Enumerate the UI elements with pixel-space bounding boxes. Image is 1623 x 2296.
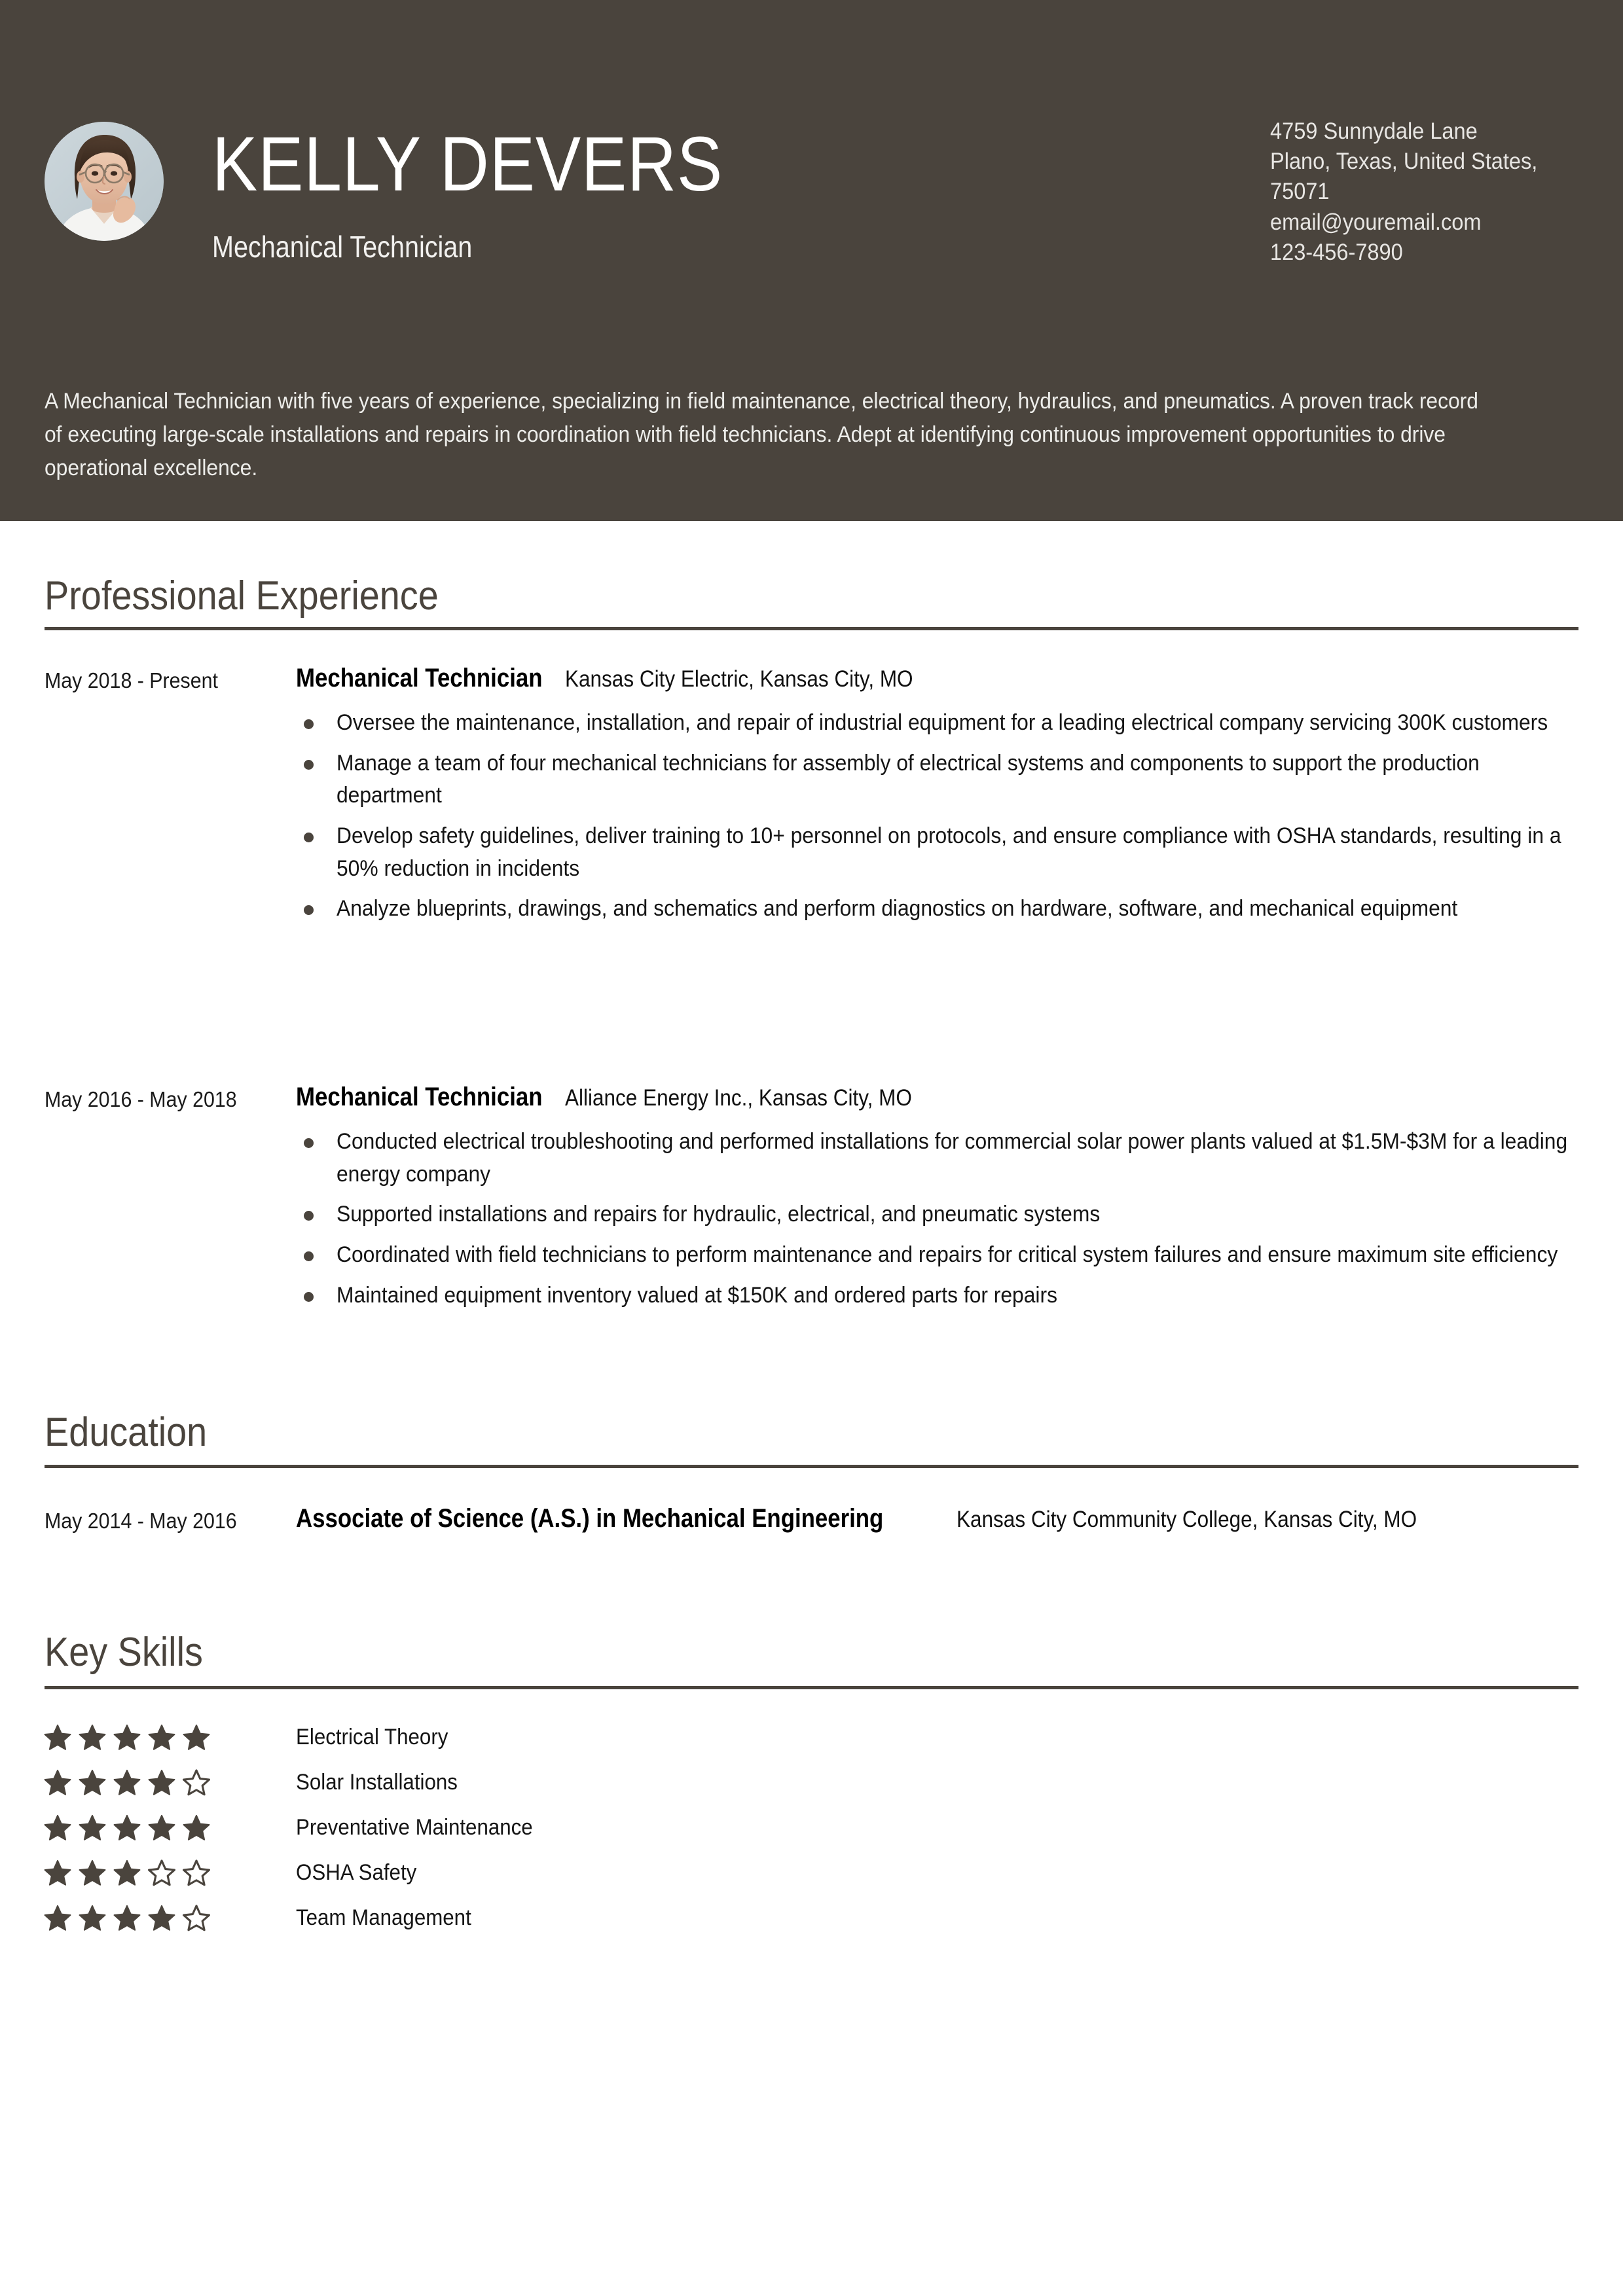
star-filled-icon [113,1814,141,1842]
skill-rating-stars [43,1715,211,1760]
entry-heading [296,1083,1579,1111]
skill-rating-stars [43,1850,211,1895]
skill-row [0,1850,1623,1895]
skill-row [0,1760,1623,1805]
professional-summary: A Mechanical Technician with five years of experience, specializing in field maintenance, electrical theory, hydraulics, and pneumatics. A proven track record of executing large-scale installations and repairs in coordination with field technicians. Adept at identifying continuous improvement opportunities to drive operational excellence. [45,389,1478,480]
bullet-text: Maintained equipment inventory valued at $150K and ordered parts for repairs [337,1282,1057,1308]
entry-bullet-list [296,1126,1579,1312]
entry-organization: Alliance Energy Inc., Kansas City, MO [564,1085,912,1111]
star-empty-icon [182,1768,211,1797]
contact-address-line-1: 4759 Sunnydale Lane [1270,118,1478,144]
section-divider-skills [45,1686,1578,1689]
skill-label: Electrical Theory [296,1725,448,1749]
list-item [296,893,1579,925]
avatar [45,122,164,241]
contact-phone[interactable]: 123-456-7890 [1270,239,1403,265]
list-item [296,707,1579,740]
list-item [296,1239,1579,1272]
skills-list [0,1715,1623,1941]
entry-heading [296,664,1579,692]
entry-body [296,1083,1579,1319]
skill-rating-stars [43,1760,211,1805]
skill-row [0,1805,1623,1850]
job-title-subtitle: Mechanical Technician [212,230,473,264]
star-filled-icon [147,1814,176,1842]
skill-label: Preventative Maintenance [296,1815,533,1840]
star-empty-icon [182,1859,211,1888]
skill-row [0,1895,1623,1941]
star-filled-icon [147,1904,176,1933]
star-filled-icon [43,1814,72,1842]
contact-block [1270,117,1578,268]
list-item [296,1126,1579,1191]
contact-email[interactable]: email@youremail.com [1270,209,1482,235]
entry-institution: Kansas City Community College, Kansas City, MO [957,1507,1417,1532]
bullet-text: Supported installations and repairs for hydraulic, electrical, and pneumatic systems [337,1202,1101,1227]
name-block [212,122,793,262]
star-filled-icon [147,1768,176,1797]
star-filled-icon [78,1904,107,1933]
star-filled-icon [43,1723,72,1752]
bullet-text: Conducted electrical troubleshooting and performed installations for commercial solar power plants valued at $1.5M-$3M for a leading energy company [337,1129,1568,1187]
entry-heading [296,1504,1579,1533]
star-filled-icon [113,1904,141,1933]
star-filled-icon [78,1723,107,1752]
list-item [296,747,1579,812]
entry-date: May 2016 - May 2018 [45,1087,237,1111]
resume-header [0,0,1623,521]
section-divider-experience [45,627,1578,630]
bullet-text: Coordinated with field technicians to perform maintenance and repairs for critical system failures and ensure maximum site efficiency [337,1242,1558,1267]
identity-row [45,122,793,262]
bullet-text: Develop safety guidelines, deliver training to 10+ personnel on protocols, and ensure compliance with OSHA standards, resulting in a 50% reduction in incidents [337,823,1561,881]
star-empty-icon [182,1904,211,1933]
entry-degree: Associate of Science (A.S.) in Mechanical Engineering [296,1504,884,1533]
entry-role: Mechanical Technician [296,1083,543,1111]
star-filled-icon [147,1723,176,1752]
star-filled-icon [78,1859,107,1888]
contact-postal-code: 75071 [1270,179,1330,205]
star-filled-icon [78,1814,107,1842]
entry-bullet-list [296,707,1579,925]
contact-address-line-2: Plano, Texas, United States, [1270,149,1538,175]
star-empty-icon [147,1859,176,1888]
star-filled-icon [43,1859,72,1888]
entry-body [296,1504,1579,1533]
skill-row [0,1715,1623,1760]
entry-date: May 2014 - May 2016 [45,1509,237,1533]
star-filled-icon [113,1859,141,1888]
skill-label: OSHA Safety [296,1860,417,1885]
star-filled-icon [78,1768,107,1797]
star-filled-icon [113,1768,141,1797]
skill-rating-stars [43,1805,211,1850]
page-title: KELLY DEVERS [212,121,723,207]
skill-label: Team Management [296,1905,471,1930]
bullet-text: Manage a team of four mechanical technicians for assembly of electrical systems and components to support the production department [337,750,1480,808]
entry-date: May 2018 - Present [45,668,218,692]
bullet-text: Analyze blueprints, drawings, and schematics and perform diagnostics on hardware, software, and mechanical equipment [337,896,1458,922]
section-divider-education [45,1465,1578,1468]
list-item [296,1280,1579,1312]
section-title-education: Education [45,1410,208,1455]
skill-rating-stars [43,1895,211,1941]
section-title-experience: Professional Experience [45,573,439,619]
list-item [296,820,1579,885]
section-title-skills: Key Skills [45,1630,203,1675]
star-filled-icon [43,1768,72,1797]
star-filled-icon [43,1904,72,1933]
skill-label: Solar Installations [296,1770,458,1795]
bullet-text: Oversee the maintenance, installation, and repair of industrial equipment for a leading electrical company servicing 300K customers [337,710,1548,735]
star-filled-icon [182,1814,211,1842]
star-filled-icon [113,1723,141,1752]
entry-body [296,664,1579,933]
list-item [296,1198,1579,1231]
entry-role: Mechanical Technician [296,664,543,692]
entry-organization: Kansas City Electric, Kansas City, MO [564,666,913,692]
star-filled-icon [182,1723,211,1752]
